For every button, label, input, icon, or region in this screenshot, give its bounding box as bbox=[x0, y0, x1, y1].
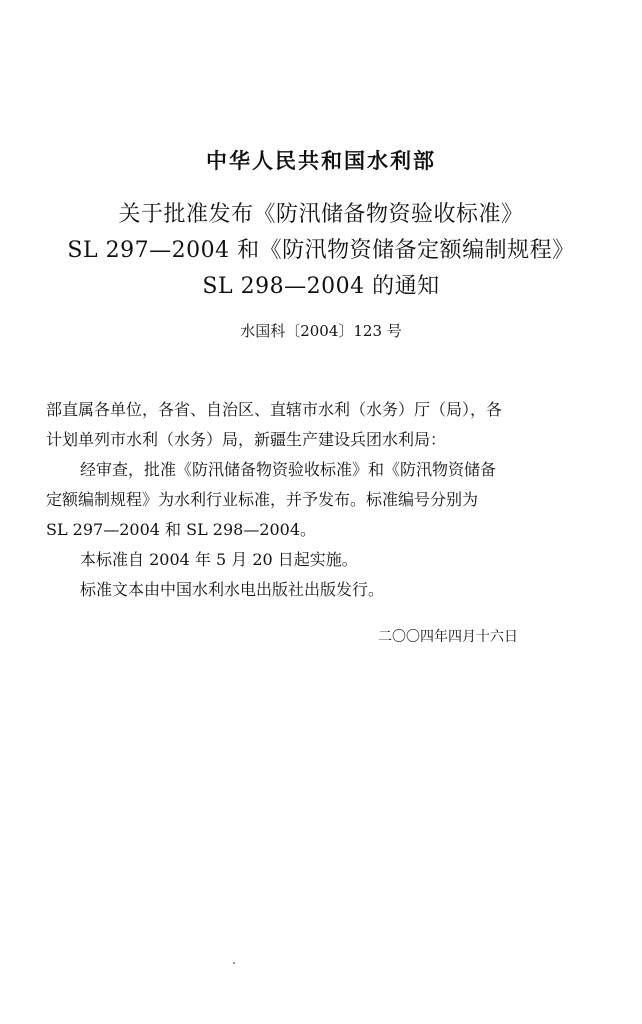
publisher-paragraph bbox=[46, 575, 586, 605]
effective-date-line: 本标准自 2004 年 5 月 20 日起实施。 bbox=[80, 550, 358, 569]
issuer-heading: 中华人民共和国水利部 bbox=[206, 148, 436, 173]
issue-date: 二〇〇四年四月十六日 bbox=[378, 629, 518, 645]
effective-date-paragraph bbox=[46, 545, 586, 575]
approval-line-1: 经审查，批准《防汛储备物资验收标准》和《防汛物资储备 bbox=[80, 460, 497, 479]
approval-line-2: 定额编制规程》为水利行业标准，并予发布。标准编号分别为 bbox=[46, 490, 479, 509]
publisher-line: 标准文本由中国水利水电出版社出版发行。 bbox=[80, 580, 385, 599]
recipients-line-1: 部直属各单位，各省、自治区、直辖市水利（水务）厅（局），各 bbox=[46, 400, 503, 419]
title-line-2: SL 297—2004 和《防汛物资储备定额编制规程》 bbox=[67, 238, 575, 263]
recipients-line-2: 计划单列市水利（水务）局，新疆生产建设兵团水利局： bbox=[46, 430, 447, 449]
recipients-block bbox=[46, 395, 586, 455]
approval-line-3: SL 297—2004 和 SL 298—2004。 bbox=[46, 520, 317, 539]
title-line-1: 关于批准发布《防汛储备物资验收标准》 bbox=[118, 202, 524, 227]
approval-paragraph bbox=[46, 455, 586, 545]
document-number: 水国科〔2004〕123 号 bbox=[240, 322, 402, 340]
title-line-3: SL 298—2004 的通知 bbox=[202, 274, 440, 299]
scan-speck bbox=[233, 962, 235, 964]
